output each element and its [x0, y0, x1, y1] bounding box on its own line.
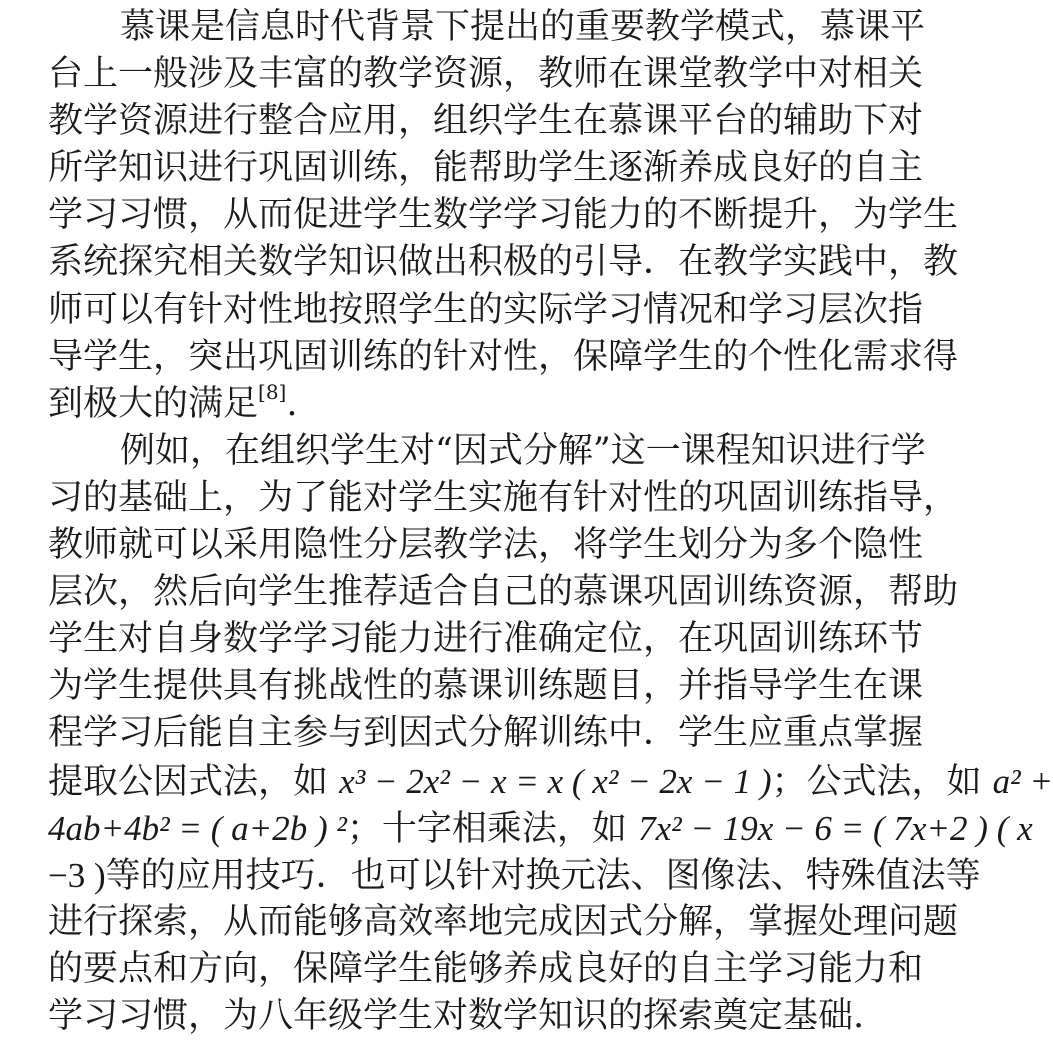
text-fragment: 提取公因式法，如	[48, 761, 329, 802]
text-line: 学习习惯，从而促进学生数学学习能力的不断提升，为学生	[48, 195, 959, 236]
text-line: 系统探究相关数学知识做出积极的引导．在教学实践中，教	[48, 242, 959, 283]
text-line: 教学资源进行整合应用，组织学生在慕课平台的辅助下对	[48, 101, 924, 142]
formula-line-3	[48, 852, 981, 899]
text-line: 为学生提供具有挑战性的慕课训练题目，并指导学生在课	[48, 666, 924, 707]
text-line: 进行探索，从而能够高效率地完成因式分解，掌握处理问题	[48, 901, 959, 942]
text-line: 导学生，突出巩固训练的针对性，保障学生的个性化需求得	[48, 336, 959, 377]
paragraph-2	[48, 428, 1053, 1040]
text-line: 习的基础上，为了能对学生实施有针对性的巩固训练指导，	[48, 477, 959, 518]
text-fragment: ；十字相乘法，如	[346, 808, 627, 849]
text-line: 的要点和方向，保障学生能够养成良好的自主学习能力和	[48, 948, 924, 989]
formula-line-2	[48, 805, 1033, 852]
end-punctuation: .	[286, 383, 298, 424]
math-formula: 4ab+4b² = ( a+2b ) ²	[48, 808, 347, 848]
text-line: 师可以有针对性地按照学生的实际学习情况和学习层次指	[48, 289, 924, 330]
text-line: 慕课是信息时代背景下提出的重要教学模式，慕课平	[120, 7, 926, 47]
text-line: 例如，在组织学生对“因式分解”这一课程知识进行学	[120, 430, 926, 471]
text-fragment: 等的应用技巧．也可以针对换元法、图像法、特殊值法等	[105, 855, 981, 896]
text-line: 教师就可以采用隐性分层教学法，将学生划分为多个隐性	[48, 525, 924, 566]
math-formula: x³ − 2x² − x = x ( x² − 2x − 1 )	[339, 761, 772, 801]
text-line: 层次，然后向学生推荐适合自己的慕课巩固训练资源，帮助	[48, 572, 959, 613]
paragraph-1	[48, 4, 959, 428]
formula-line-1	[48, 758, 1053, 805]
text-line: 所学知识进行巩固训练，能帮助学生逐渐养成良好的自主	[48, 148, 924, 189]
document-body	[48, 4, 1053, 1040]
text-fragment: ；公式法，如	[771, 761, 982, 802]
text-line: 学习习惯，为八年级学生对数学知识的探索奠定基础.	[48, 995, 865, 1036]
citation-ref: [8]	[258, 379, 287, 404]
math-formula: 7x² − 19x − 6 = ( 7x+2 ) ( x	[638, 808, 1033, 848]
text-fragment: 到极大的满足	[48, 383, 259, 424]
text-line: 程学习后能自主参与到因式分解训练中．学生应重点掌握	[48, 713, 924, 754]
text-line: 台上一般涉及丰富的教学资源，教师在课堂教学中对相关	[48, 54, 924, 95]
text-line: 学生对自身数学学习能力进行准确定位，在巩固训练环节	[48, 619, 924, 660]
text-line	[48, 381, 916, 428]
math-formula: −3 )	[48, 855, 106, 895]
math-formula: a² +	[992, 761, 1053, 801]
